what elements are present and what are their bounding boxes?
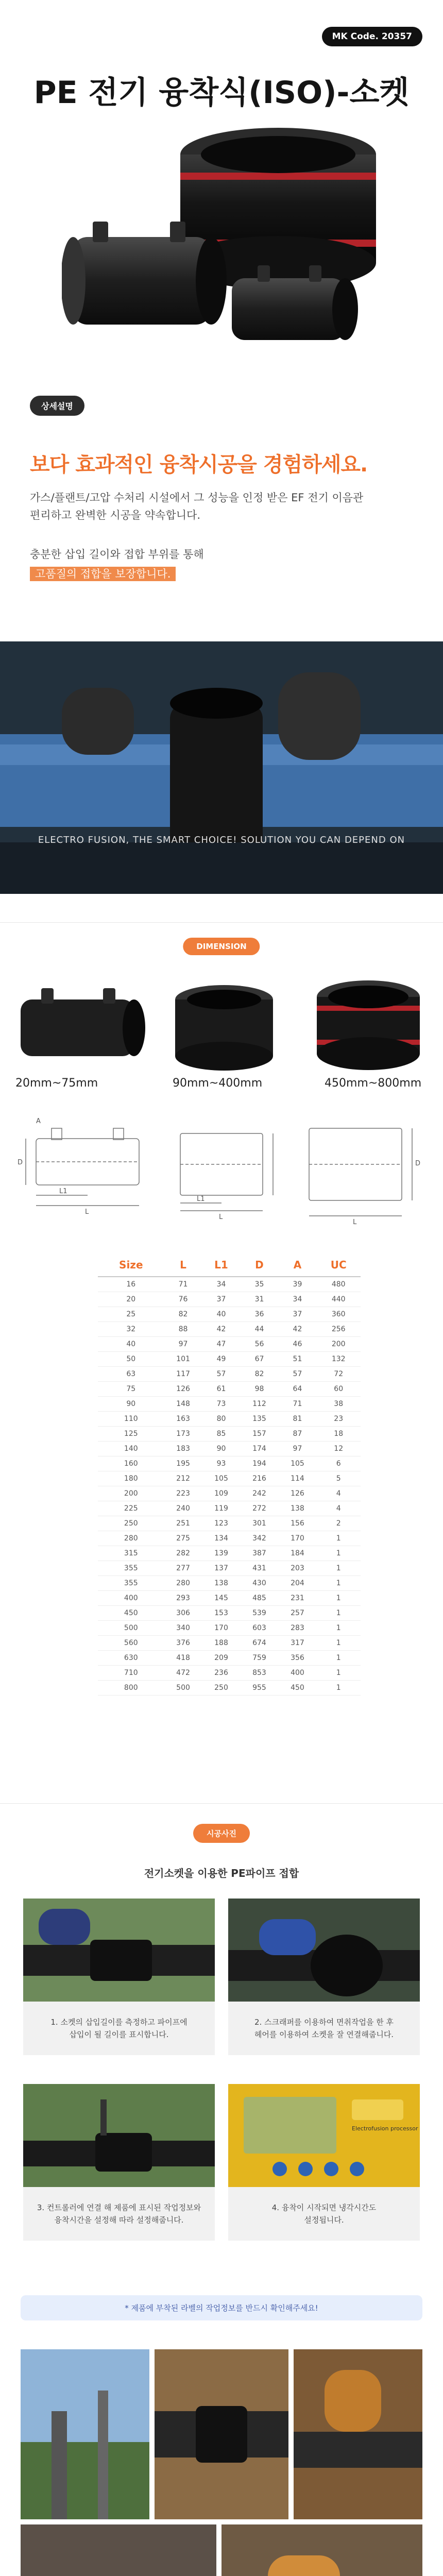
spec-table-row xyxy=(98,1442,361,1456)
step1-line1: 1. 소켓의 삽입길이를 측정하고 파이프에 xyxy=(50,2018,188,2027)
spec-cell: 61 xyxy=(202,1382,241,1397)
spec-table-row xyxy=(98,1606,361,1621)
spec-cell: 125 xyxy=(98,1427,164,1442)
spec-cell: 37 xyxy=(278,1307,316,1322)
product-code-badge: MK Code. 20357 xyxy=(322,27,422,46)
spec-cell: 85 xyxy=(202,1427,241,1442)
step4-line2: 설정됩니다. xyxy=(304,2215,344,2225)
spec-cell: 135 xyxy=(241,1412,279,1427)
spec-cell: 98 xyxy=(241,1382,279,1397)
spec-cell: 203 xyxy=(278,1561,316,1576)
spec-cell: 759 xyxy=(241,1651,279,1666)
spec-cell: 209 xyxy=(202,1651,241,1666)
spec-cell: 282 xyxy=(164,1546,202,1561)
spec-cell: 180 xyxy=(98,1471,164,1486)
spec-cell: 500 xyxy=(164,1681,202,1696)
dim-label-dc: D xyxy=(415,1160,421,1167)
spec-table-row xyxy=(98,1501,361,1516)
spec-cell: 183 xyxy=(164,1442,202,1456)
step2-photo xyxy=(228,1899,420,2002)
section-divider-2 xyxy=(0,1803,443,1804)
spec-cell: 163 xyxy=(164,1412,202,1427)
spec-table-row xyxy=(98,1681,361,1696)
spec-cell: 630 xyxy=(98,1651,164,1666)
step1-line2: 삽입이 될 길이를 표시합니다. xyxy=(69,2030,169,2039)
spec-cell: 272 xyxy=(241,1501,279,1516)
size-range-2: 90mm~400mm xyxy=(173,1077,263,1090)
step4-line1: 4. 융착이 시작되면 냉각시간도 xyxy=(271,2203,377,2212)
tagline: ELECTRO FUSION, THE SMART CHOICE! SOLUTION YOU CAN DEPEND ON xyxy=(38,835,405,845)
spec-cell: 160 xyxy=(98,1456,164,1471)
spec-cell: 109 xyxy=(202,1486,241,1501)
spec-cell: 123 xyxy=(202,1516,241,1531)
spec-cell: 674 xyxy=(241,1636,279,1651)
spec-cell: 356 xyxy=(278,1651,316,1666)
spec-cell: 157 xyxy=(241,1427,279,1442)
spec-cell: 67 xyxy=(241,1352,279,1367)
spec-cell: 603 xyxy=(241,1621,279,1636)
construction-badge: 시공사진 xyxy=(193,1824,250,1843)
gallery-photo-1 xyxy=(21,2349,149,2519)
dim-label-d: D xyxy=(18,1159,23,1166)
spec-cell: 240 xyxy=(164,1501,202,1516)
spec-cell: 955 xyxy=(241,1681,279,1696)
spec-cell: 90 xyxy=(202,1442,241,1456)
spec-cell: 110 xyxy=(98,1412,164,1427)
spec-cell: 35 xyxy=(241,1277,279,1292)
spec-cell: 283 xyxy=(278,1621,316,1636)
spec-cell: 1 xyxy=(316,1666,361,1681)
spec-cell: 342 xyxy=(241,1531,279,1546)
spec-cell: 38 xyxy=(316,1397,361,1412)
spec-cell: 50 xyxy=(98,1352,164,1367)
spec-cell: 137 xyxy=(202,1561,241,1576)
spec-table-row xyxy=(98,1636,361,1651)
gallery-photo-2 xyxy=(155,2349,288,2519)
step2-line1: 2. 스크래퍼를 이용하여 면취작업을 한 후 xyxy=(254,2018,394,2027)
spec-table-row xyxy=(98,1337,361,1352)
spec-cell: 170 xyxy=(278,1531,316,1546)
spec-table-row xyxy=(98,1651,361,1666)
dim-label-l1a: L1 xyxy=(59,1188,67,1195)
spec-cell: 101 xyxy=(164,1352,202,1367)
step4-caption xyxy=(228,2187,420,2241)
spec-cell: 139 xyxy=(202,1546,241,1561)
spec-table-row xyxy=(98,1456,361,1471)
spec-table-row xyxy=(98,1322,361,1337)
spec-cell: 18 xyxy=(316,1427,361,1442)
spec-cell: 1 xyxy=(316,1561,361,1576)
spec-table-header-row xyxy=(98,1255,361,1277)
spec-cell: 317 xyxy=(278,1636,316,1651)
spec-cell: 4 xyxy=(316,1486,361,1501)
spec-cell: 114 xyxy=(278,1471,316,1486)
spec-cell: 4 xyxy=(316,1501,361,1516)
step1-caption xyxy=(23,2002,215,2055)
spec-cell: 853 xyxy=(241,1666,279,1681)
dim-label-lc: L xyxy=(353,1218,357,1226)
spec-cell: 360 xyxy=(316,1307,361,1322)
spec-cell: 153 xyxy=(202,1606,241,1621)
spec-cell: 257 xyxy=(278,1606,316,1621)
spec-cell: 57 xyxy=(278,1367,316,1382)
spec-table-row xyxy=(98,1397,361,1412)
spec-cell: 63 xyxy=(98,1367,164,1382)
spec-header-a: A xyxy=(278,1255,316,1277)
spec-cell: 355 xyxy=(98,1561,164,1576)
spec-table-row xyxy=(98,1516,361,1531)
step4-photo xyxy=(228,2084,420,2187)
spec-cell: 355 xyxy=(98,1576,164,1591)
spec-cell: 1 xyxy=(316,1546,361,1561)
spec-table-row xyxy=(98,1412,361,1427)
spec-cell: 47 xyxy=(202,1337,241,1352)
spec-table-row xyxy=(98,1292,361,1307)
spec-cell: 1 xyxy=(316,1651,361,1666)
spec-cell: 80 xyxy=(202,1412,241,1427)
spec-cell: 39 xyxy=(278,1277,316,1292)
spec-cell: 134 xyxy=(202,1531,241,1546)
spec-cell: 25 xyxy=(98,1307,164,1322)
spec-cell: 42 xyxy=(202,1322,241,1337)
spec-cell: 112 xyxy=(241,1397,279,1412)
spec-cell: 75 xyxy=(98,1382,164,1397)
gallery-photo-5 xyxy=(222,2524,422,2576)
step2-line2: 헤어를 이용하여 소켓을 잘 연결해줍니다. xyxy=(254,2030,394,2039)
spec-cell: 1 xyxy=(316,1681,361,1696)
spec-cell: 1 xyxy=(316,1621,361,1636)
spec-cell: 73 xyxy=(202,1397,241,1412)
dim-label-l1b: L1 xyxy=(197,1195,205,1203)
detail-desc-highlight: 고품질의 접합을 보장합니다. xyxy=(30,567,176,581)
spec-cell: 12 xyxy=(316,1442,361,1456)
spec-cell: 440 xyxy=(316,1292,361,1307)
spec-cell: 1 xyxy=(316,1591,361,1606)
installation-photo xyxy=(0,641,443,894)
spec-cell: 1 xyxy=(316,1606,361,1621)
spec-cell: 560 xyxy=(98,1636,164,1651)
spec-header-d: D xyxy=(241,1255,279,1277)
spec-cell: 37 xyxy=(202,1292,241,1307)
spec-table-row xyxy=(98,1277,361,1292)
page-title: PE 전기 융착식(ISO)-소켓 xyxy=(33,75,410,111)
spec-table-row xyxy=(98,1531,361,1546)
spec-cell: 195 xyxy=(164,1456,202,1471)
spec-cell: 188 xyxy=(202,1636,241,1651)
spec-cell: 200 xyxy=(98,1486,164,1501)
spec-table-row xyxy=(98,1307,361,1322)
step2-caption xyxy=(228,2002,420,2055)
spec-cell: 44 xyxy=(241,1322,279,1337)
spec-cell: 184 xyxy=(278,1546,316,1561)
spec-cell: 72 xyxy=(316,1367,361,1382)
spec-cell: 97 xyxy=(278,1442,316,1456)
spec-cell: 56 xyxy=(241,1337,279,1352)
detail-desc-line3: 충분한 삽입 길이와 접합 부위를 통해 xyxy=(30,548,204,561)
socket-photo-medium xyxy=(165,979,283,1072)
spec-cell: 138 xyxy=(202,1576,241,1591)
spec-cell: 138 xyxy=(278,1501,316,1516)
socket-photo-large xyxy=(309,974,428,1072)
spec-cell: 156 xyxy=(278,1516,316,1531)
spec-cell: 1 xyxy=(316,1531,361,1546)
spec-cell: 82 xyxy=(241,1367,279,1382)
spec-cell: 126 xyxy=(164,1382,202,1397)
spec-table-row xyxy=(98,1591,361,1606)
spec-cell: 93 xyxy=(202,1456,241,1471)
gallery-photo-4 xyxy=(21,2524,216,2576)
spec-cell: 340 xyxy=(164,1621,202,1636)
detail-headline: 보다 효과적인 융착시공을 경험하세요. xyxy=(30,453,368,477)
spec-cell: 49 xyxy=(202,1352,241,1367)
spec-cell: 430 xyxy=(241,1576,279,1591)
spec-cell: 148 xyxy=(164,1397,202,1412)
size-range-1: 20mm~75mm xyxy=(15,1077,98,1090)
spec-cell: 97 xyxy=(164,1337,202,1352)
spec-cell: 87 xyxy=(278,1427,316,1442)
spec-cell: 1 xyxy=(316,1576,361,1591)
spec-cell: 6 xyxy=(316,1456,361,1471)
spec-cell: 105 xyxy=(202,1471,241,1486)
spec-cell: 34 xyxy=(202,1277,241,1292)
gallery-photo-3 xyxy=(294,2349,422,2519)
spec-cell: 57 xyxy=(202,1367,241,1382)
spec-cell: 1 xyxy=(316,1636,361,1651)
spec-table-row xyxy=(98,1576,361,1591)
section-divider xyxy=(0,922,443,923)
spec-cell: 256 xyxy=(316,1322,361,1337)
construction-subtitle: 전기소켓을 이용한 PE파이프 접합 xyxy=(144,1867,299,1879)
spec-table xyxy=(98,1255,361,1696)
spec-cell: 76 xyxy=(164,1292,202,1307)
spec-cell: 200 xyxy=(316,1337,361,1352)
machine-label: Electrofusion processor xyxy=(352,2125,418,2132)
spec-cell: 275 xyxy=(164,1531,202,1546)
spec-cell: 710 xyxy=(98,1666,164,1681)
dimension-badge: DIMENSION xyxy=(183,938,260,955)
spec-cell: 46 xyxy=(278,1337,316,1352)
spec-cell: 472 xyxy=(164,1666,202,1681)
spec-cell: 88 xyxy=(164,1322,202,1337)
spec-cell: 450 xyxy=(278,1681,316,1696)
spec-cell: 280 xyxy=(164,1576,202,1591)
spec-table-row xyxy=(98,1666,361,1681)
spec-cell: 251 xyxy=(164,1516,202,1531)
step3-line2: 융착시간을 설정해 따라 설정해줍니다. xyxy=(54,2215,184,2225)
spec-cell: 376 xyxy=(164,1636,202,1651)
spec-cell: 90 xyxy=(98,1397,164,1412)
spec-cell: 539 xyxy=(241,1606,279,1621)
spec-cell: 400 xyxy=(98,1591,164,1606)
spec-cell: 36 xyxy=(241,1307,279,1322)
step3-caption xyxy=(23,2187,215,2241)
spec-cell: 485 xyxy=(241,1591,279,1606)
detail-desc-highlight-wrap xyxy=(30,566,176,583)
spec-cell: 40 xyxy=(202,1307,241,1322)
spec-header-l: L xyxy=(164,1255,202,1277)
detail-desc-line2: 편리하고 완벽한 시공을 약속합니다. xyxy=(30,509,200,521)
spec-cell: 212 xyxy=(164,1471,202,1486)
dimension-drawings xyxy=(15,1108,428,1231)
dim-label-a: A xyxy=(36,1117,41,1125)
spec-cell: 64 xyxy=(278,1382,316,1397)
spec-cell: 16 xyxy=(98,1277,164,1292)
spec-cell: 280 xyxy=(98,1531,164,1546)
spec-cell: 173 xyxy=(164,1427,202,1442)
spec-cell: 242 xyxy=(241,1486,279,1501)
spec-cell: 174 xyxy=(241,1442,279,1456)
spec-cell: 32 xyxy=(98,1322,164,1337)
spec-cell: 42 xyxy=(278,1322,316,1337)
spec-cell: 293 xyxy=(164,1591,202,1606)
spec-cell: 450 xyxy=(98,1606,164,1621)
spec-cell: 431 xyxy=(241,1561,279,1576)
spec-cell: 145 xyxy=(202,1591,241,1606)
spec-cell: 170 xyxy=(202,1621,241,1636)
spec-cell: 301 xyxy=(241,1516,279,1531)
spec-cell: 60 xyxy=(316,1382,361,1397)
hero-product-image xyxy=(62,124,391,366)
spec-cell: 2 xyxy=(316,1516,361,1531)
spec-table-row xyxy=(98,1621,361,1636)
detail-desc-line1: 가스/플랜트/고압 수처리 시설에서 그 성능을 인정 받은 EF 전기 이음관 xyxy=(30,492,364,504)
spec-cell: 132 xyxy=(316,1352,361,1367)
step3-line1: 3. 컨트롤러에 연결 해 제품에 표시된 작업정보와 xyxy=(37,2203,201,2212)
spec-cell: 71 xyxy=(278,1397,316,1412)
spec-table-row xyxy=(98,1546,361,1561)
spec-cell: 204 xyxy=(278,1576,316,1591)
spec-cell: 315 xyxy=(98,1546,164,1561)
spec-cell: 277 xyxy=(164,1561,202,1576)
spec-cell: 117 xyxy=(164,1367,202,1382)
spec-cell: 71 xyxy=(164,1277,202,1292)
spec-cell: 400 xyxy=(278,1666,316,1681)
spec-cell: 387 xyxy=(241,1546,279,1561)
spec-cell: 480 xyxy=(316,1277,361,1292)
spec-table-body xyxy=(98,1277,361,1696)
dim-label-lb: L xyxy=(219,1213,223,1221)
step3-photo xyxy=(23,2084,215,2187)
spec-table-row xyxy=(98,1367,361,1382)
spec-cell: 250 xyxy=(98,1516,164,1531)
spec-table-row xyxy=(98,1486,361,1501)
dim-label-la: L xyxy=(85,1208,89,1216)
spec-cell: 250 xyxy=(202,1681,241,1696)
spec-cell: 5 xyxy=(316,1471,361,1486)
spec-cell: 223 xyxy=(164,1486,202,1501)
spec-cell: 31 xyxy=(241,1292,279,1307)
spec-cell: 126 xyxy=(278,1486,316,1501)
detail-badge: 상세설명 xyxy=(30,396,84,416)
spec-cell: 81 xyxy=(278,1412,316,1427)
spec-table-row xyxy=(98,1382,361,1397)
spec-cell: 231 xyxy=(278,1591,316,1606)
spec-cell: 40 xyxy=(98,1337,164,1352)
spec-cell: 194 xyxy=(241,1456,279,1471)
spec-cell: 418 xyxy=(164,1651,202,1666)
spec-cell: 500 xyxy=(98,1621,164,1636)
spec-cell: 140 xyxy=(98,1442,164,1456)
spec-cell: 23 xyxy=(316,1412,361,1427)
spec-cell: 34 xyxy=(278,1292,316,1307)
spec-cell: 236 xyxy=(202,1666,241,1681)
spec-cell: 119 xyxy=(202,1501,241,1516)
spec-header-l1: L1 xyxy=(202,1255,241,1277)
step1-photo xyxy=(23,1899,215,2002)
spec-table-row xyxy=(98,1352,361,1367)
spec-header-uc: UC xyxy=(316,1255,361,1277)
spec-cell: 51 xyxy=(278,1352,316,1367)
socket-photo-small xyxy=(15,979,149,1072)
notice-banner: * 제품에 부착된 라벨의 작업정보를 반드시 확인해주세요! xyxy=(21,2295,422,2320)
spec-header-size: Size xyxy=(98,1255,164,1277)
spec-table-row xyxy=(98,1561,361,1576)
spec-cell: 800 xyxy=(98,1681,164,1696)
spec-table-row xyxy=(98,1471,361,1486)
spec-cell: 216 xyxy=(241,1471,279,1486)
spec-cell: 306 xyxy=(164,1606,202,1621)
size-range-3: 450mm~800mm xyxy=(325,1077,422,1090)
spec-cell: 82 xyxy=(164,1307,202,1322)
spec-table-row xyxy=(98,1427,361,1442)
spec-cell: 225 xyxy=(98,1501,164,1516)
spec-cell: 20 xyxy=(98,1292,164,1307)
spec-cell: 105 xyxy=(278,1456,316,1471)
